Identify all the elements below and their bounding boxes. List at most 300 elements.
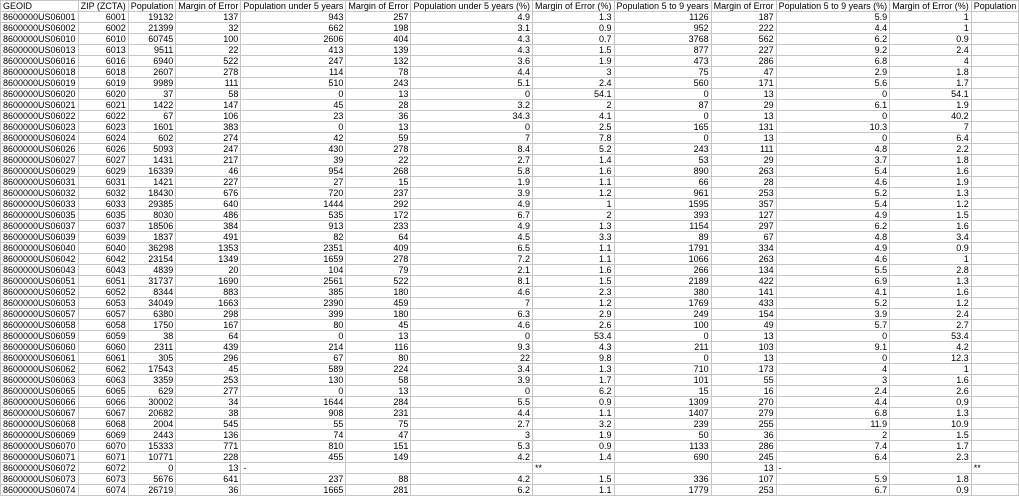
- table-cell[interactable]: 6022: [78, 111, 128, 122]
- table-cell[interactable]: 66: [614, 177, 711, 188]
- table-cell[interactable]: 3.2: [411, 100, 533, 111]
- column-header[interactable]: Population: [971, 1, 1019, 12]
- table-cell[interactable]: 279: [711, 408, 776, 419]
- table-cell[interactable]: 47: [711, 67, 776, 78]
- table-cell[interactable]: 602: [128, 133, 176, 144]
- table-cell[interactable]: 1154: [614, 221, 711, 232]
- table-cell[interactable]: 1.8: [890, 155, 972, 166]
- table-cell[interactable]: 277: [176, 386, 241, 397]
- table-cell[interactable]: 29385: [128, 199, 176, 210]
- table-cell[interactable]: 130: [241, 375, 346, 386]
- table-cell[interactable]: 10.9: [890, 419, 972, 430]
- table-cell[interactable]: 1.4: [533, 452, 615, 463]
- table-cell[interactable]: 0: [614, 133, 711, 144]
- table-cell[interactable]: 6051: [78, 276, 128, 287]
- table-cell[interactable]: 8600000US06021: [1, 100, 79, 111]
- table-cell[interactable]: 3.2: [533, 419, 615, 430]
- table-cell[interactable]: 1837: [128, 232, 176, 243]
- table-cell[interactable]: 32: [176, 23, 241, 34]
- table-cell[interactable]: 111: [711, 144, 776, 155]
- table-cell[interactable]: 15: [614, 386, 711, 397]
- table-cell[interactable]: 27: [241, 177, 346, 188]
- table-cell[interactable]: 16: [711, 386, 776, 397]
- table-cell[interactable]: 6013: [78, 45, 128, 56]
- table-cell[interactable]: 0.9: [533, 397, 615, 408]
- table-cell[interactable]: 6.7: [411, 210, 533, 221]
- table-cell[interactable]: 0: [614, 89, 711, 100]
- table-cell[interactable]: 2390: [241, 298, 346, 309]
- table-cell[interactable]: 8600000US06065: [1, 386, 79, 397]
- table-cell[interactable]: 6043: [78, 265, 128, 276]
- table-cell[interactable]: 5.3: [411, 441, 533, 452]
- table-cell[interactable]: 4.6: [411, 287, 533, 298]
- table-cell[interactable]: 385: [241, 287, 346, 298]
- table-cell[interactable]: [971, 452, 1019, 463]
- table-cell[interactable]: 87: [614, 100, 711, 111]
- table-cell[interactable]: 49: [711, 320, 776, 331]
- table-cell[interactable]: 13: [346, 386, 411, 397]
- table-cell[interactable]: 2.4: [890, 309, 972, 320]
- table-cell[interactable]: 3768: [614, 34, 711, 45]
- table-cell[interactable]: 151: [346, 441, 411, 452]
- table-cell[interactable]: 6060: [78, 342, 128, 353]
- table-cell[interactable]: 6380: [128, 309, 176, 320]
- table-cell[interactable]: 13: [711, 463, 776, 474]
- table-cell[interactable]: 38: [128, 331, 176, 342]
- table-cell[interactable]: 36: [711, 430, 776, 441]
- table-cell[interactable]: 1.5: [533, 474, 615, 485]
- table-cell[interactable]: 6031: [78, 177, 128, 188]
- table-cell[interactable]: 384: [176, 221, 241, 232]
- table-cell[interactable]: 3.9: [411, 188, 533, 199]
- table-cell[interactable]: 1133: [614, 441, 711, 452]
- table-cell[interactable]: 720: [241, 188, 346, 199]
- table-cell[interactable]: 75: [614, 67, 711, 78]
- table-cell[interactable]: 13: [346, 122, 411, 133]
- table-cell[interactable]: 5.4: [776, 166, 890, 177]
- table-cell[interactable]: 1353: [176, 243, 241, 254]
- table-cell[interactable]: 562: [711, 34, 776, 45]
- table-cell[interactable]: 0: [241, 331, 346, 342]
- table-cell[interactable]: 676: [176, 188, 241, 199]
- table-cell[interactable]: 34.3: [411, 111, 533, 122]
- table-cell[interactable]: 1421: [128, 177, 176, 188]
- table-cell[interactable]: 243: [614, 144, 711, 155]
- table-cell[interactable]: 952: [614, 23, 711, 34]
- table-cell[interactable]: 0: [241, 122, 346, 133]
- table-cell[interactable]: 0: [241, 386, 346, 397]
- table-cell[interactable]: 253: [711, 485, 776, 496]
- table-cell[interactable]: 5.2: [533, 144, 615, 155]
- table-cell[interactable]: 8600000US06016: [1, 56, 79, 67]
- table-cell[interactable]: 67: [711, 232, 776, 243]
- table-cell[interactable]: 1066: [614, 254, 711, 265]
- table-cell[interactable]: 281: [346, 485, 411, 496]
- table-cell[interactable]: 0: [776, 331, 890, 342]
- table-cell[interactable]: 6024: [78, 133, 128, 144]
- table-cell[interactable]: 383: [176, 122, 241, 133]
- table-cell[interactable]: 8600000US06022: [1, 111, 79, 122]
- table-cell[interactable]: 1.2: [890, 199, 972, 210]
- table-cell[interactable]: 6062: [78, 364, 128, 375]
- table-cell[interactable]: 4: [776, 364, 890, 375]
- table-cell[interactable]: 37: [128, 89, 176, 100]
- table-cell[interactable]: 18430: [128, 188, 176, 199]
- table-cell[interactable]: 4.4: [776, 397, 890, 408]
- table-cell[interactable]: 640: [176, 199, 241, 210]
- table-cell[interactable]: 3: [411, 430, 533, 441]
- table-cell[interactable]: 9.8: [533, 353, 615, 364]
- table-cell[interactable]: 231: [346, 408, 411, 419]
- table-cell[interactable]: 8600000US06066: [1, 397, 79, 408]
- table-cell[interactable]: [971, 320, 1019, 331]
- table-cell[interactable]: 6074: [78, 485, 128, 496]
- table-cell[interactable]: 1.4: [533, 155, 615, 166]
- table-cell[interactable]: 1644: [241, 397, 346, 408]
- table-cell[interactable]: 16339: [128, 166, 176, 177]
- table-cell[interactable]: 88: [346, 474, 411, 485]
- table-cell[interactable]: [971, 12, 1019, 23]
- table-cell[interactable]: 5.1: [411, 78, 533, 89]
- table-cell[interactable]: [971, 243, 1019, 254]
- table-cell[interactable]: 2.3: [890, 452, 972, 463]
- table-cell[interactable]: 165: [614, 122, 711, 133]
- table-cell[interactable]: 9511: [128, 45, 176, 56]
- table-cell[interactable]: 8600000US06033: [1, 199, 79, 210]
- table-cell[interactable]: 78: [346, 67, 411, 78]
- table-cell[interactable]: 2561: [241, 276, 346, 287]
- table-cell[interactable]: 393: [614, 210, 711, 221]
- table-cell[interactable]: 278: [346, 144, 411, 155]
- table-cell[interactable]: 1407: [614, 408, 711, 419]
- table-cell[interactable]: 8600000US06024: [1, 133, 79, 144]
- table-cell[interactable]: 545: [176, 419, 241, 430]
- table-cell[interactable]: 0: [776, 111, 890, 122]
- column-header[interactable]: Margin of Error: [711, 1, 776, 12]
- table-cell[interactable]: [971, 111, 1019, 122]
- table-cell[interactable]: 409: [346, 243, 411, 254]
- table-cell[interactable]: 6058: [78, 320, 128, 331]
- table-cell[interactable]: [971, 122, 1019, 133]
- table-cell[interactable]: 8600000US06060: [1, 342, 79, 353]
- table-cell[interactable]: 100: [176, 34, 241, 45]
- table-cell[interactable]: 5093: [128, 144, 176, 155]
- table-cell[interactable]: 106: [176, 111, 241, 122]
- table-cell[interactable]: 55: [241, 419, 346, 430]
- table-cell[interactable]: 6026: [78, 144, 128, 155]
- table-cell[interactable]: 8600000US06037: [1, 221, 79, 232]
- table-cell[interactable]: [971, 364, 1019, 375]
- table-cell[interactable]: 913: [241, 221, 346, 232]
- table-cell[interactable]: 1659: [241, 254, 346, 265]
- table-cell[interactable]: 8600000US06053: [1, 298, 79, 309]
- table-cell[interactable]: 4.4: [411, 408, 533, 419]
- table-cell[interactable]: 2.7: [411, 419, 533, 430]
- table-cell[interactable]: [971, 188, 1019, 199]
- table-cell[interactable]: 1.6: [890, 287, 972, 298]
- table-cell[interactable]: 2.7: [411, 155, 533, 166]
- table-cell[interactable]: 137: [176, 12, 241, 23]
- table-cell[interactable]: 1.3: [890, 188, 972, 199]
- table-cell[interactable]: 58: [176, 89, 241, 100]
- table-cell[interactable]: 8600000US06042: [1, 254, 79, 265]
- table-cell[interactable]: 116: [346, 342, 411, 353]
- table-cell[interactable]: 8600000US06018: [1, 67, 79, 78]
- table-cell[interactable]: 36: [346, 111, 411, 122]
- table-cell[interactable]: 8600000US06057: [1, 309, 79, 320]
- table-cell[interactable]: 224: [346, 364, 411, 375]
- table-cell[interactable]: 1.2: [890, 298, 972, 309]
- table-cell[interactable]: 3359: [128, 375, 176, 386]
- table-cell[interactable]: 4.9: [776, 243, 890, 254]
- table-cell[interactable]: 6.1: [776, 100, 890, 111]
- table-cell[interactable]: 6.3: [411, 309, 533, 320]
- table-cell[interactable]: 6021: [78, 100, 128, 111]
- table-cell[interactable]: 7.4: [776, 441, 890, 452]
- table-cell[interactable]: 8600000US06073: [1, 474, 79, 485]
- table-cell[interactable]: 80: [241, 320, 346, 331]
- table-cell[interactable]: 45: [346, 320, 411, 331]
- table-cell[interactable]: -: [776, 463, 890, 474]
- table-cell[interactable]: 6018: [78, 67, 128, 78]
- table-cell[interactable]: 5.5: [411, 397, 533, 408]
- table-cell[interactable]: [971, 34, 1019, 45]
- table-cell[interactable]: 6072: [78, 463, 128, 474]
- table-cell[interactable]: 7: [411, 298, 533, 309]
- table-cell[interactable]: 6059: [78, 331, 128, 342]
- table-cell[interactable]: 3.1: [411, 23, 533, 34]
- table-cell[interactable]: 172: [346, 210, 411, 221]
- table-cell[interactable]: 4.3: [533, 342, 615, 353]
- table-cell[interactable]: 55: [711, 375, 776, 386]
- table-cell[interactable]: 2189: [614, 276, 711, 287]
- table-cell[interactable]: 771: [176, 441, 241, 452]
- table-cell[interactable]: 10771: [128, 452, 176, 463]
- table-cell[interactable]: 20: [176, 265, 241, 276]
- table-cell[interactable]: 8600000US06070: [1, 441, 79, 452]
- table-cell[interactable]: 296: [176, 353, 241, 364]
- column-header[interactable]: Margin of Error: [176, 1, 241, 12]
- table-cell[interactable]: 228: [176, 452, 241, 463]
- table-cell[interactable]: 89: [614, 232, 711, 243]
- table-cell[interactable]: 0.9: [890, 34, 972, 45]
- table-cell[interactable]: 3.4: [890, 232, 972, 243]
- table-cell[interactable]: 1.7: [890, 441, 972, 452]
- table-cell[interactable]: 2351: [241, 243, 346, 254]
- table-cell[interactable]: 2311: [128, 342, 176, 353]
- table-cell[interactable]: 243: [346, 78, 411, 89]
- table-cell[interactable]: 5676: [128, 474, 176, 485]
- table-cell[interactable]: [971, 331, 1019, 342]
- table-cell[interactable]: 0: [128, 463, 176, 474]
- table-cell[interactable]: 8600000US06010: [1, 34, 79, 45]
- table-cell[interactable]: 1791: [614, 243, 711, 254]
- table-cell[interactable]: 29: [711, 155, 776, 166]
- table-cell[interactable]: 0: [776, 353, 890, 364]
- table-cell[interactable]: 6032: [78, 188, 128, 199]
- table-cell[interactable]: 473: [614, 56, 711, 67]
- table-cell[interactable]: 399: [241, 309, 346, 320]
- table-cell[interactable]: 1.9: [533, 56, 615, 67]
- table-cell[interactable]: 2.4: [533, 78, 615, 89]
- table-cell[interactable]: 1431: [128, 155, 176, 166]
- table-cell[interactable]: 8600000US06019: [1, 78, 79, 89]
- table-cell[interactable]: 6.2: [411, 485, 533, 496]
- table-cell[interactable]: 263: [711, 166, 776, 177]
- table-cell[interactable]: 13: [711, 89, 776, 100]
- table-cell[interactable]: 5.5: [776, 265, 890, 276]
- table-cell[interactable]: 23154: [128, 254, 176, 265]
- table-cell[interactable]: 15333: [128, 441, 176, 452]
- table-cell[interactable]: 79: [346, 265, 411, 276]
- table-cell[interactable]: 2.9: [776, 67, 890, 78]
- table-cell[interactable]: [971, 309, 1019, 320]
- table-cell[interactable]: 2: [533, 210, 615, 221]
- table-cell[interactable]: 284: [346, 397, 411, 408]
- table-cell[interactable]: 1: [533, 199, 615, 210]
- table-cell[interactable]: 30002: [128, 397, 176, 408]
- table-cell[interactable]: 662: [241, 23, 346, 34]
- table-cell[interactable]: 227: [711, 45, 776, 56]
- column-header[interactable]: GEOID: [1, 1, 79, 12]
- table-cell[interactable]: 4.9: [411, 12, 533, 23]
- table-cell[interactable]: 222: [711, 23, 776, 34]
- table-cell[interactable]: 67: [128, 111, 176, 122]
- table-cell[interactable]: 1.3: [890, 276, 972, 287]
- table-cell[interactable]: 6.8: [776, 56, 890, 67]
- table-cell[interactable]: 1.1: [533, 177, 615, 188]
- table-cell[interactable]: 53.4: [890, 331, 972, 342]
- table-cell[interactable]: 5.2: [776, 188, 890, 199]
- table-cell[interactable]: 127: [711, 210, 776, 221]
- table-cell[interactable]: 4.1: [533, 111, 615, 122]
- table-cell[interactable]: 22: [176, 45, 241, 56]
- column-header[interactable]: Population under 5 years: [241, 1, 346, 12]
- table-cell[interactable]: 6020: [78, 89, 128, 100]
- table-cell[interactable]: 6.9: [776, 276, 890, 287]
- table-cell[interactable]: 6.5: [411, 243, 533, 254]
- table-cell[interactable]: 268: [346, 166, 411, 177]
- table-cell[interactable]: 7: [411, 133, 533, 144]
- table-cell[interactable]: 45: [176, 364, 241, 375]
- table-cell[interactable]: 8600000US06069: [1, 430, 79, 441]
- table-cell[interactable]: 439: [176, 342, 241, 353]
- table-cell[interactable]: 34: [176, 397, 241, 408]
- table-cell[interactable]: **: [533, 463, 615, 474]
- table-cell[interactable]: 2004: [128, 419, 176, 430]
- table-cell[interactable]: 3: [533, 67, 615, 78]
- table-cell[interactable]: 0.9: [533, 441, 615, 452]
- table-cell[interactable]: 6052: [78, 287, 128, 298]
- table-cell[interactable]: 8.1: [411, 276, 533, 287]
- table-cell[interactable]: [971, 430, 1019, 441]
- table-cell[interactable]: [971, 78, 1019, 89]
- table-cell[interactable]: 18506: [128, 221, 176, 232]
- table-cell[interactable]: [971, 254, 1019, 265]
- table-cell[interactable]: 6063: [78, 375, 128, 386]
- table-cell[interactable]: 560: [614, 78, 711, 89]
- table-cell[interactable]: 0: [411, 89, 533, 100]
- table-cell[interactable]: 1.6: [533, 265, 615, 276]
- table-cell[interactable]: 1690: [176, 276, 241, 287]
- table-cell[interactable]: 26719: [128, 485, 176, 496]
- table-cell[interactable]: 486: [176, 210, 241, 221]
- table-cell[interactable]: 278: [346, 254, 411, 265]
- table-cell[interactable]: 1349: [176, 254, 241, 265]
- table-cell[interactable]: 53: [614, 155, 711, 166]
- table-cell[interactable]: 6.4: [890, 133, 972, 144]
- table-cell[interactable]: 6.8: [776, 408, 890, 419]
- table-cell[interactable]: 2: [776, 430, 890, 441]
- table-cell[interactable]: 0.9: [533, 23, 615, 34]
- table-cell[interactable]: 131: [711, 122, 776, 133]
- table-cell[interactable]: 28: [711, 177, 776, 188]
- table-cell[interactable]: 3.3: [533, 232, 615, 243]
- table-cell[interactable]: 13: [711, 353, 776, 364]
- table-cell[interactable]: 455: [241, 452, 346, 463]
- column-header[interactable]: Population: [128, 1, 176, 12]
- table-cell[interactable]: 17543: [128, 364, 176, 375]
- table-cell[interactable]: 6053: [78, 298, 128, 309]
- table-cell[interactable]: 0.7: [533, 34, 615, 45]
- table-cell[interactable]: 1: [890, 12, 972, 23]
- table-cell[interactable]: 6.2: [533, 386, 615, 397]
- table-cell[interactable]: 4.9: [411, 199, 533, 210]
- table-cell[interactable]: 75: [346, 419, 411, 430]
- table-cell[interactable]: 0: [776, 89, 890, 100]
- table-cell[interactable]: 67: [241, 353, 346, 364]
- table-cell[interactable]: 1.1: [533, 243, 615, 254]
- table-cell[interactable]: 4: [890, 56, 972, 67]
- table-cell[interactable]: 54.1: [533, 89, 615, 100]
- table-cell[interactable]: [971, 210, 1019, 221]
- table-cell[interactable]: 4.9: [776, 210, 890, 221]
- table-cell[interactable]: 8600000US06027: [1, 155, 79, 166]
- table-cell[interactable]: 4.4: [776, 23, 890, 34]
- table-cell[interactable]: 3.9: [776, 309, 890, 320]
- table-cell[interactable]: 1.1: [533, 408, 615, 419]
- table-cell[interactable]: 8600000US06068: [1, 419, 79, 430]
- table-cell[interactable]: 1.9: [890, 100, 972, 111]
- column-header[interactable]: ZIP (ZCTA): [78, 1, 128, 12]
- table-cell[interactable]: 80: [346, 353, 411, 364]
- table-cell[interactable]: 8600000US06026: [1, 144, 79, 155]
- table-cell[interactable]: 13: [346, 331, 411, 342]
- table-cell[interactable]: 149: [346, 452, 411, 463]
- table-cell[interactable]: 1.2: [533, 298, 615, 309]
- table-cell[interactable]: 187: [711, 12, 776, 23]
- table-cell[interactable]: [971, 155, 1019, 166]
- table-cell[interactable]: 0: [411, 386, 533, 397]
- table-cell[interactable]: 8600000US06035: [1, 210, 79, 221]
- table-cell[interactable]: 292: [346, 199, 411, 210]
- table-cell[interactable]: 141: [711, 287, 776, 298]
- table-cell[interactable]: -: [241, 463, 346, 474]
- table-cell[interactable]: 1.9: [890, 177, 972, 188]
- table-cell[interactable]: 877: [614, 45, 711, 56]
- table-cell[interactable]: 0: [614, 111, 711, 122]
- table-cell[interactable]: 64: [346, 232, 411, 243]
- table-cell[interactable]: 82: [241, 232, 346, 243]
- table-cell[interactable]: 336: [614, 474, 711, 485]
- table-cell[interactable]: 4.4: [411, 67, 533, 78]
- table-cell[interactable]: 1.5: [533, 276, 615, 287]
- table-cell[interactable]: 589: [241, 364, 346, 375]
- table-cell[interactable]: 7.8: [533, 133, 615, 144]
- table-cell[interactable]: 6042: [78, 254, 128, 265]
- table-cell[interactable]: 710: [614, 364, 711, 375]
- table-cell[interactable]: 7: [890, 122, 972, 133]
